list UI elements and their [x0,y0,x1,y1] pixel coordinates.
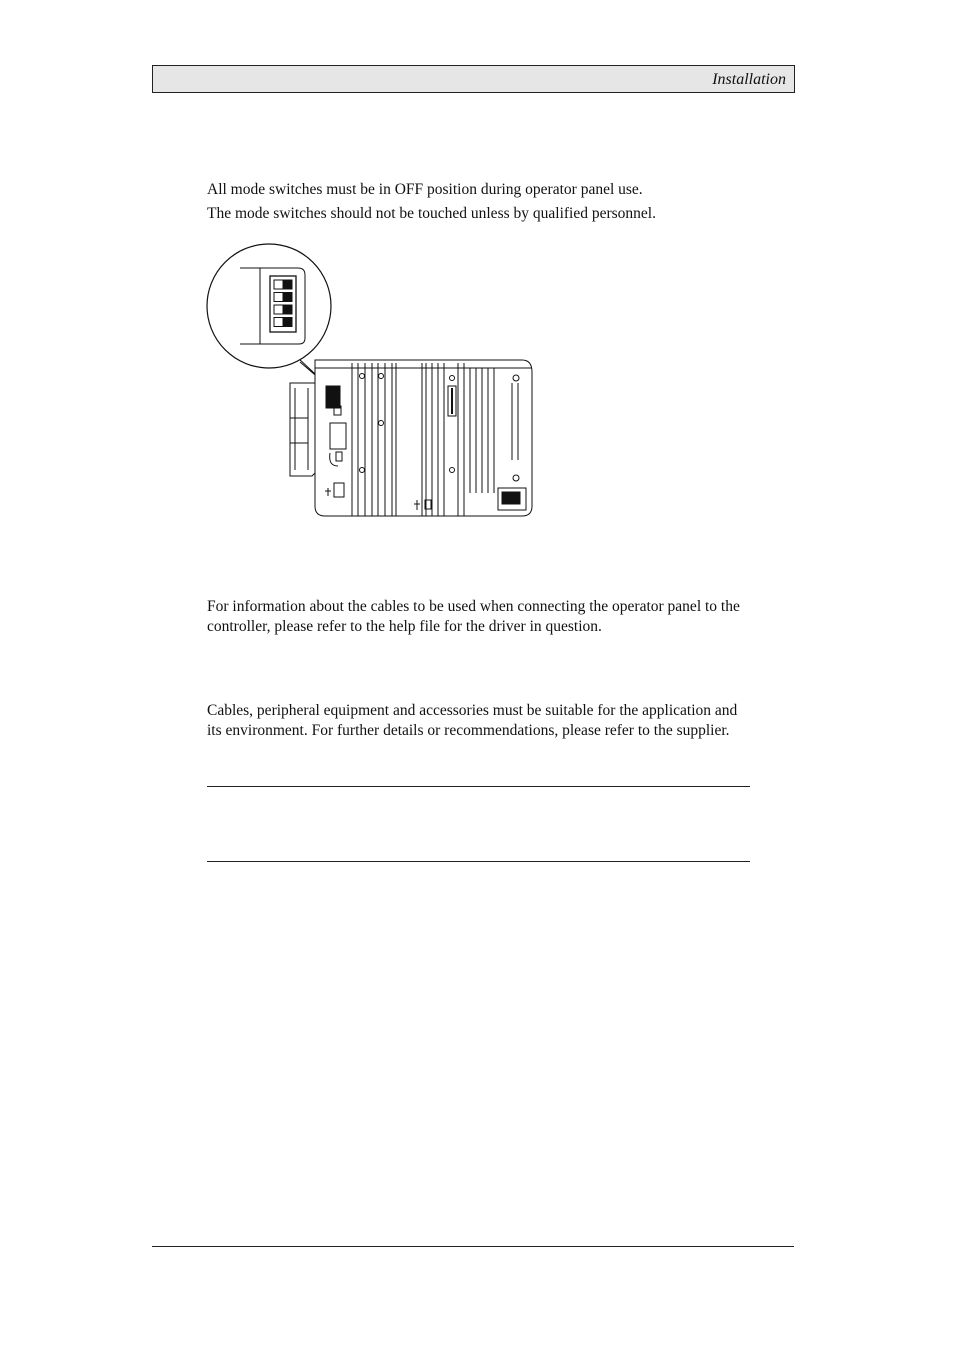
peripherals-info-paragraph: Cables, peripheral equipment and accessories must be suitable for the application and its environment. For further details or recommendations, please refer to the supplier. [207,702,738,739]
dip-switch-knob [283,280,292,289]
header-title: Installation [712,71,786,88]
dip-switch-knob [283,305,292,314]
note-top-rule [207,786,750,787]
operator-panel-body [290,360,532,516]
dip-switch-knob [283,318,292,327]
footer-rule [152,1246,794,1247]
mode-switch-instruction: All mode switches must be in OFF position during operator panel use. [207,181,643,198]
switch-magnifier-callout [207,244,331,386]
operator-panel-rear-illustration [200,238,540,523]
cables-info-paragraph: For information about the cables to be used when connecting the operator panel to the controller, please refer to the help file for the driver in question. [207,598,740,635]
note-bottom-rule [207,861,750,862]
mode-switch-warning: The mode switches should not be touched unless by qualified personnel. [207,205,656,222]
page-header [152,65,795,93]
dip-switch-knob [283,293,292,302]
